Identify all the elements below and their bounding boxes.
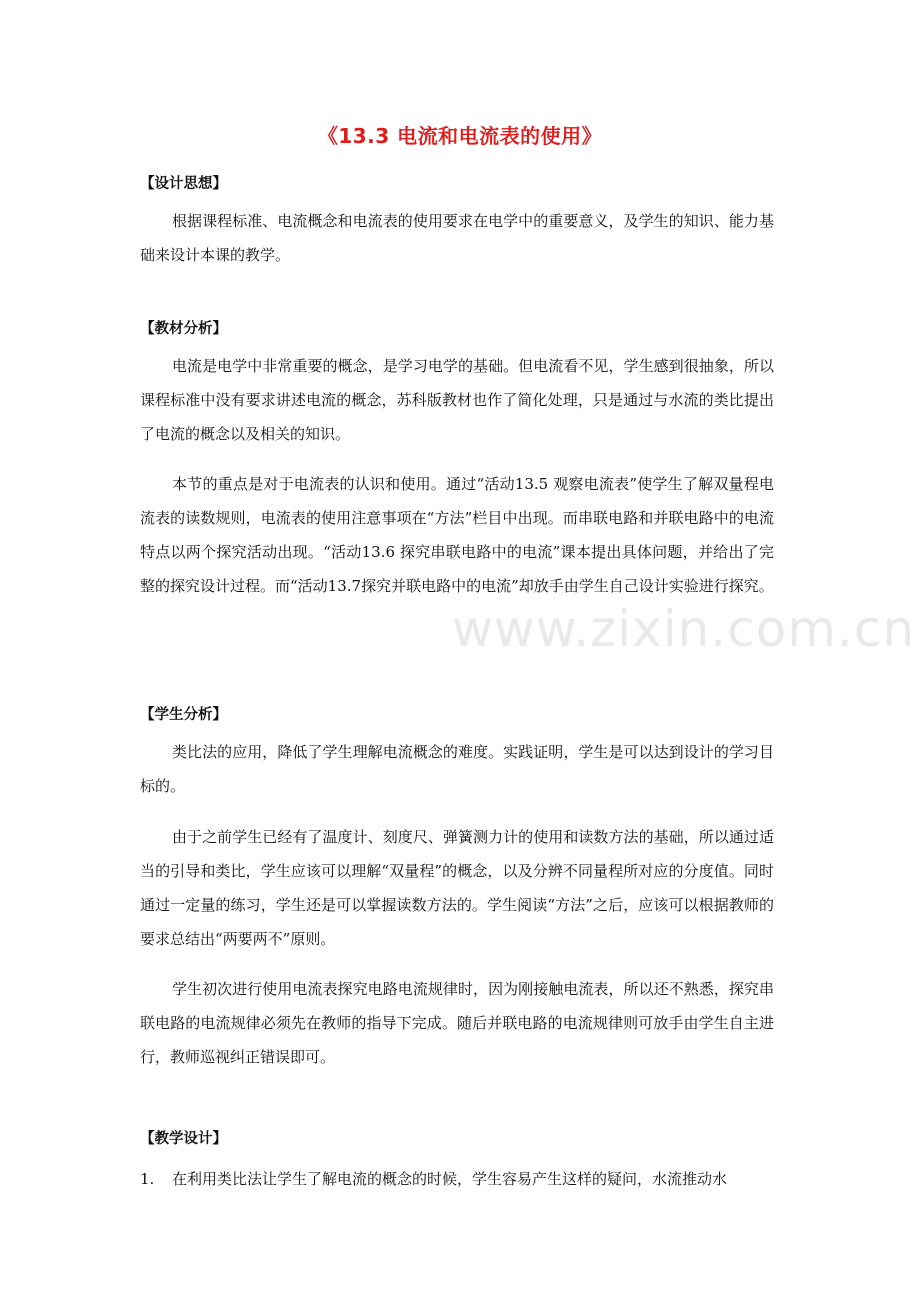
paragraph: 根据课程标准、电流概念和电流表的使用要求在电学中的重要意义，及学生的知识、能力基础来设计本课的教学。 <box>140 212 774 264</box>
section-heading-teaching: 【教学设计】 <box>140 1131 227 1147</box>
section-heading-students: 【学生分析】 <box>140 707 227 723</box>
paragraph: 由于之前学生已经有了温度计、刻度尺、弹簧测力计的使用和读数方法的基础，所以通过适当的引导和类比，学生应该可以理解“双量程”的概念，以及分辨不同量程所对应的分度值。同时通过一定量的练习，学生还是可以掌握读数方法的。学生阅读“方法”之后，应该可以根据教师的要求总结出“两要两不”原则。 <box>140 828 774 948</box>
paragraph: 本节的重点是对于电流表的认识和使用。通过“活动13.5 观察电流表”使学生了解双量程电流表的读数规则，电流表的使用注意事项在“方法”栏目中出现。而串联电路和并联电路中的电流特点以两个探究活动出现。“活动13.6 探究串联电路中的电流”课本提出具体问题，并给出了完整的探究设计过程。而“活动13.7探究并联电路中的电流”却放手由学生自己设计实验进行探究。 <box>140 475 774 595</box>
list-item-number: 1. <box>140 1170 155 1188</box>
list-item <box>140 1162 774 1196</box>
paragraph: 学生初次进行使用电流表探究电路电流规律时，因为刚接触电流表，所以还不熟悉，探究串联电路的电流规律必须先在教师的指导下完成。随后并联电路的电流规律则可放手由学生自主进行，教师巡视纠正错误即可。 <box>140 980 774 1066</box>
list-item-text: 在利用类比法让学生了解电流的概念的时候，学生容易产生这样的疑问，水流推动水 <box>172 1170 728 1188</box>
paragraph: 电流是电学中非常重要的概念，是学习电学的基础。但电流看不见，学生感到很抽象，所以课程标准中没有要求讲述电流的概念，苏科版教材也作了简化处理，只是通过与水流的类比提出了电流的概念以及相关的知识。 <box>140 357 774 443</box>
section-heading-materials: 【教材分析】 <box>140 321 227 337</box>
paragraph: 类比法的应用，降低了学生理解电流概念的难度。实践证明，学生是可以达到设计的学习目标的。 <box>140 743 774 795</box>
document-title: 《13.3 电流和电流表的使用》 <box>317 124 603 148</box>
section-heading-design: 【设计思想】 <box>140 176 227 192</box>
watermark: www.zixin.com.cn <box>452 600 916 658</box>
